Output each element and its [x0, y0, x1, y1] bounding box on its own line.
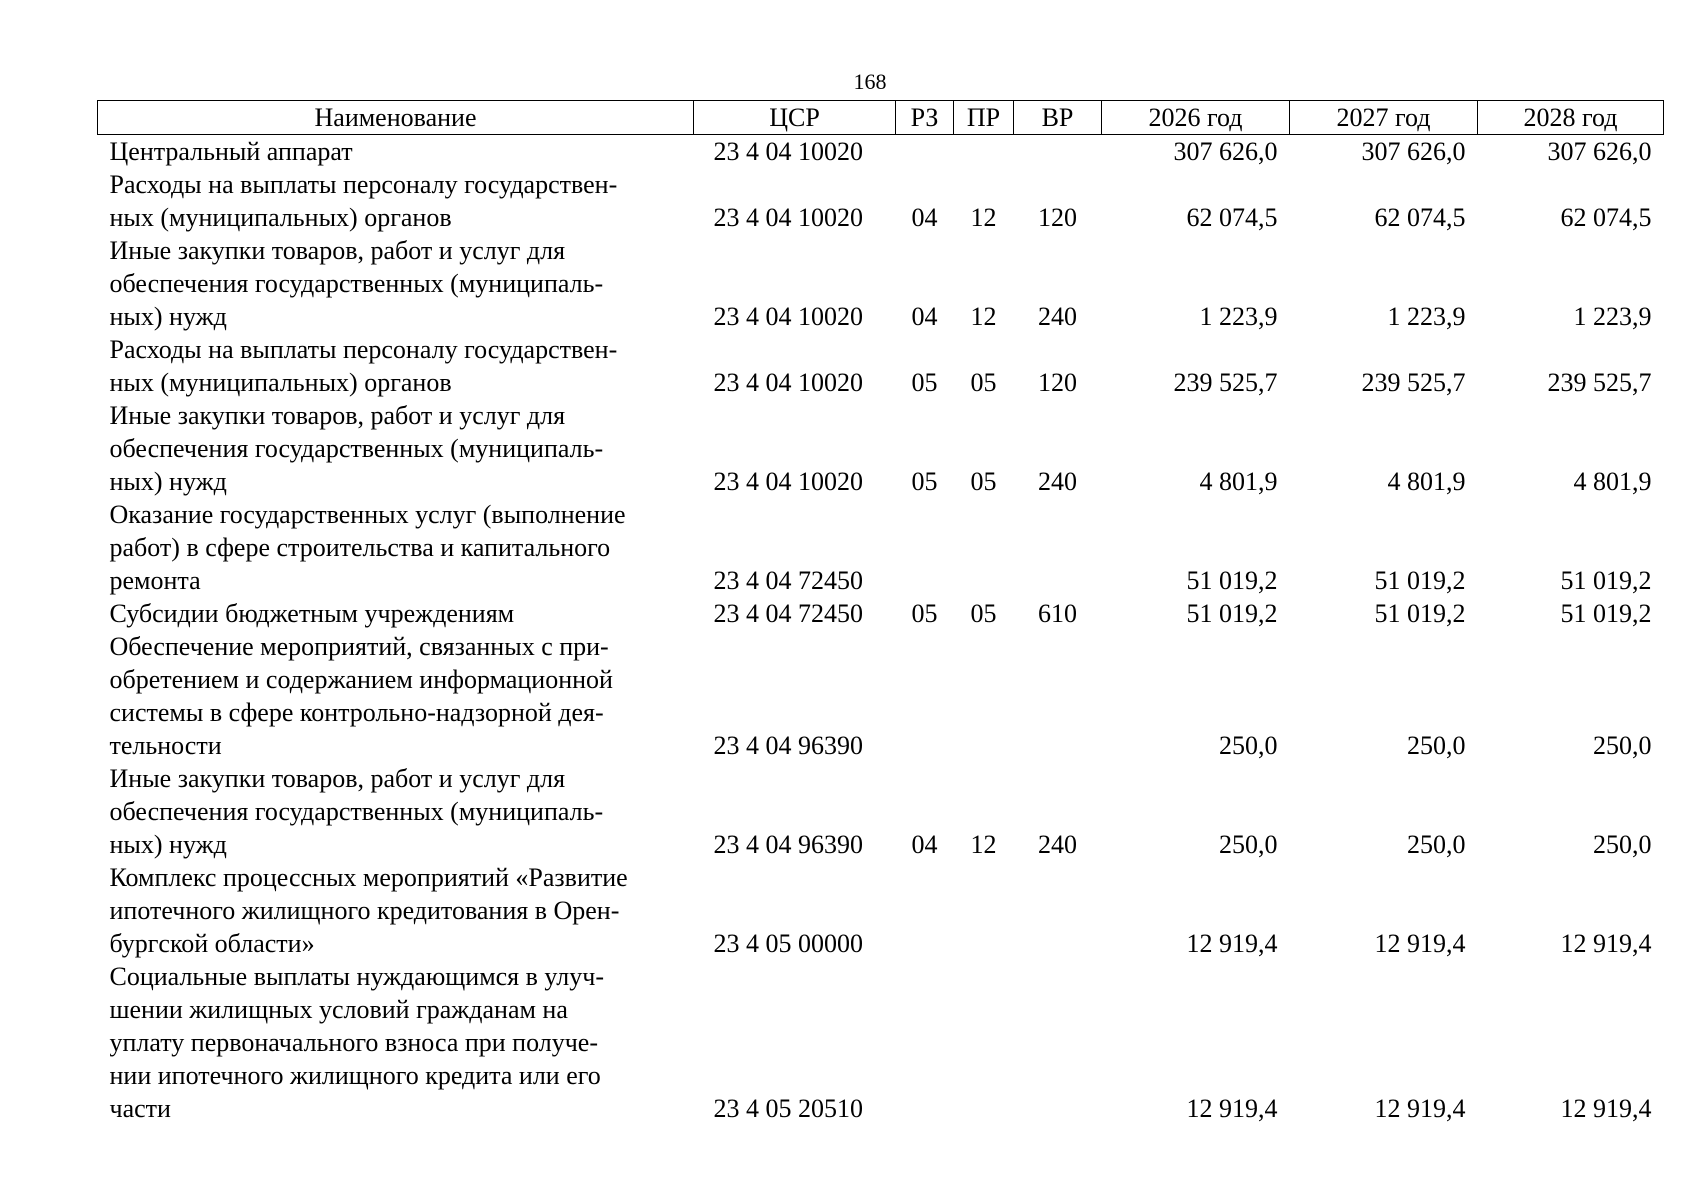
cell-name-line: Комплекс процессных мероприятий «Развитие	[109, 863, 628, 892]
table-header-row	[98, 101, 1664, 135]
cell-2028: 62 074,5	[1560, 203, 1652, 232]
cell-pr: 05	[970, 467, 997, 496]
cell-name-line: Иные закупки товаров, работ и услуг для	[109, 401, 566, 430]
cell-name-line: Расходы на выплаты персоналу государствен-	[109, 335, 618, 364]
cell-rz: 04	[911, 830, 938, 859]
cell-2027: 12 919,4	[1374, 1094, 1466, 1123]
cell-csr: 23 4 04 10020	[713, 302, 863, 331]
cell-name-line: системы в сфере контрольно-надзорной дея-	[109, 698, 604, 727]
cell-2026: 62 074,5	[1186, 203, 1278, 232]
cell-rz: 05	[911, 467, 938, 496]
cell-csr: 23 4 04 10020	[713, 467, 863, 496]
cell-vr: 120	[1038, 203, 1077, 232]
cell-name-line: нии ипотечного жилищного кредита или его	[109, 1061, 601, 1090]
cell-2026: 250,0	[1219, 731, 1278, 760]
cell-vr	[1014, 135, 1102, 169]
cell-name-line: ных (муниципальных) органов	[109, 203, 452, 232]
cell-rz: 05	[911, 599, 938, 628]
cell-pr: 12	[970, 830, 997, 859]
cell-vr	[1014, 960, 1102, 1125]
table-row	[98, 498, 1664, 597]
cell-rz	[896, 630, 954, 762]
budget-table	[97, 100, 1664, 1125]
cell-name	[98, 399, 694, 498]
cell-rz: 04	[911, 203, 938, 232]
cell-csr: 23 4 05 00000	[713, 929, 863, 958]
cell-name-line: обеспечения государственных (муниципаль-	[109, 434, 604, 463]
cell-pr	[954, 135, 1014, 169]
cell-name-line: Иные закупки товаров, работ и услуг для	[109, 764, 566, 793]
table-row	[98, 333, 1664, 399]
cell-pr	[954, 861, 1014, 960]
cell-rz: 04	[911, 302, 938, 331]
cell-2026: 4 801,9	[1199, 467, 1278, 496]
cell-pr: 05	[970, 599, 997, 628]
cell-name-line: работ) в сфере строительства и капитального	[109, 533, 611, 562]
cell-name	[98, 630, 694, 762]
cell-pr: 05	[970, 368, 997, 397]
table-row	[98, 861, 1664, 960]
header-2026: 2026 год	[1102, 101, 1290, 135]
cell-name-line: бургской области»	[109, 929, 315, 958]
cell-rz	[896, 135, 954, 169]
cell-2026: 12 919,4	[1186, 1094, 1278, 1123]
header-vr: ВР	[1014, 101, 1102, 135]
cell-2027: 51 019,2	[1374, 566, 1466, 595]
cell-pr: 12	[970, 302, 997, 331]
cell-vr: 120	[1038, 368, 1077, 397]
cell-2027: 239 525,7	[1361, 368, 1466, 397]
cell-name-line: части	[109, 1094, 171, 1123]
table-row	[98, 630, 1664, 762]
cell-rz: 05	[911, 368, 938, 397]
cell-name-line: ных (муниципальных) органов	[109, 368, 452, 397]
cell-name	[98, 762, 694, 861]
cell-name	[98, 861, 694, 960]
cell-name-line: ремонта	[109, 566, 201, 595]
page-number: 168	[853, 69, 887, 94]
cell-vr	[1014, 498, 1102, 597]
cell-pr	[954, 630, 1014, 762]
cell-csr: 23 4 04 96390	[713, 830, 863, 859]
cell-csr: 23 4 04 10020	[713, 137, 863, 166]
cell-vr	[1014, 861, 1102, 960]
cell-name-line: Социальные выплаты нуждающимся в улуч-	[109, 962, 604, 991]
cell-name	[98, 333, 694, 399]
cell-rz	[896, 861, 954, 960]
table-row	[98, 762, 1664, 861]
cell-pr	[954, 960, 1014, 1125]
cell-2027: 51 019,2	[1374, 599, 1466, 628]
header-csr: ЦСР	[694, 101, 896, 135]
cell-2028: 51 019,2	[1560, 566, 1652, 595]
cell-name	[98, 960, 694, 1125]
cell-vr: 240	[1038, 830, 1077, 859]
table-row	[98, 399, 1664, 498]
cell-name-line: обеспечения государственных (муниципаль-	[109, 797, 604, 826]
cell-2026: 307 626,0	[1173, 137, 1278, 166]
table-row	[98, 135, 1664, 169]
cell-2026: 51 019,2	[1186, 599, 1278, 628]
cell-2026: 12 919,4	[1186, 929, 1278, 958]
cell-2027: 4 801,9	[1387, 467, 1466, 496]
header-name: Наименование	[98, 101, 694, 135]
table-body	[98, 135, 1664, 1126]
cell-name-line: тельности	[109, 731, 222, 760]
header-2027: 2027 год	[1290, 101, 1478, 135]
cell-2028: 12 919,4	[1560, 929, 1652, 958]
cell-vr: 240	[1038, 302, 1077, 331]
cell-2026: 51 019,2	[1186, 566, 1278, 595]
cell-name-line: обретением и содержанием информационной	[109, 665, 613, 694]
cell-name	[98, 597, 694, 630]
cell-2028: 250,0	[1593, 830, 1652, 859]
header-rz: РЗ	[896, 101, 954, 135]
cell-2027: 250,0	[1407, 731, 1466, 760]
cell-2028: 1 223,9	[1573, 302, 1652, 331]
cell-name-line: Обеспечение мероприятий, связанных с при-	[109, 632, 609, 661]
cell-csr: 23 4 04 96390	[713, 731, 863, 760]
cell-name-line: уплату первоначального взноса при получе-	[109, 1028, 599, 1057]
cell-name-line: ных) нужд	[109, 302, 227, 331]
cell-2026: 1 223,9	[1199, 302, 1278, 331]
cell-2028: 250,0	[1593, 731, 1652, 760]
cell-name-line: Субсидии бюджетным учреждениям	[109, 599, 515, 628]
cell-2027: 307 626,0	[1361, 137, 1466, 166]
cell-name	[98, 168, 694, 234]
cell-name-line: ных) нужд	[109, 830, 227, 859]
table-row	[98, 597, 1664, 630]
cell-csr: 23 4 05 20510	[713, 1094, 863, 1123]
cell-csr: 23 4 04 10020	[713, 203, 863, 232]
cell-2028: 239 525,7	[1547, 368, 1652, 397]
table-row	[98, 234, 1664, 333]
cell-vr: 240	[1038, 467, 1077, 496]
cell-name-line: Оказание государственных услуг (выполнение	[109, 500, 626, 529]
cell-name	[98, 135, 694, 169]
cell-vr: 610	[1038, 599, 1077, 628]
header-pr: ПР	[954, 101, 1014, 135]
cell-name-line: Центральный аппарат	[109, 137, 353, 166]
cell-pr	[954, 498, 1014, 597]
cell-2027: 62 074,5	[1374, 203, 1466, 232]
cell-pr: 12	[970, 203, 997, 232]
cell-2026: 250,0	[1219, 830, 1278, 859]
cell-name-line: шении жилищных условий гражданам на	[109, 995, 568, 1024]
cell-vr	[1014, 630, 1102, 762]
cell-name-line: Расходы на выплаты персоналу государствен-	[109, 170, 618, 199]
cell-2027: 12 919,4	[1374, 929, 1466, 958]
cell-2028: 51 019,2	[1560, 599, 1652, 628]
cell-name	[98, 498, 694, 597]
cell-name-line: ных) нужд	[109, 467, 227, 496]
cell-2027: 1 223,9	[1387, 302, 1466, 331]
cell-name-line: Иные закупки товаров, работ и услуг для	[109, 236, 566, 265]
cell-2028: 12 919,4	[1560, 1094, 1652, 1123]
cell-name-line: ипотечного жилищного кредитования в Орен-	[109, 896, 620, 925]
cell-csr: 23 4 04 10020	[713, 368, 863, 397]
cell-name-line: обеспечения государственных (муниципаль-	[109, 269, 604, 298]
cell-2028: 4 801,9	[1573, 467, 1652, 496]
cell-2027: 250,0	[1407, 830, 1466, 859]
cell-rz	[896, 960, 954, 1125]
table-row	[98, 960, 1664, 1125]
header-2028: 2028 год	[1478, 101, 1664, 135]
cell-2028: 307 626,0	[1547, 137, 1652, 166]
cell-csr: 23 4 04 72450	[713, 566, 863, 595]
cell-rz	[896, 498, 954, 597]
cell-name	[98, 234, 694, 333]
cell-2026: 239 525,7	[1173, 368, 1278, 397]
cell-csr: 23 4 04 72450	[713, 599, 863, 628]
table-row	[98, 168, 1664, 234]
